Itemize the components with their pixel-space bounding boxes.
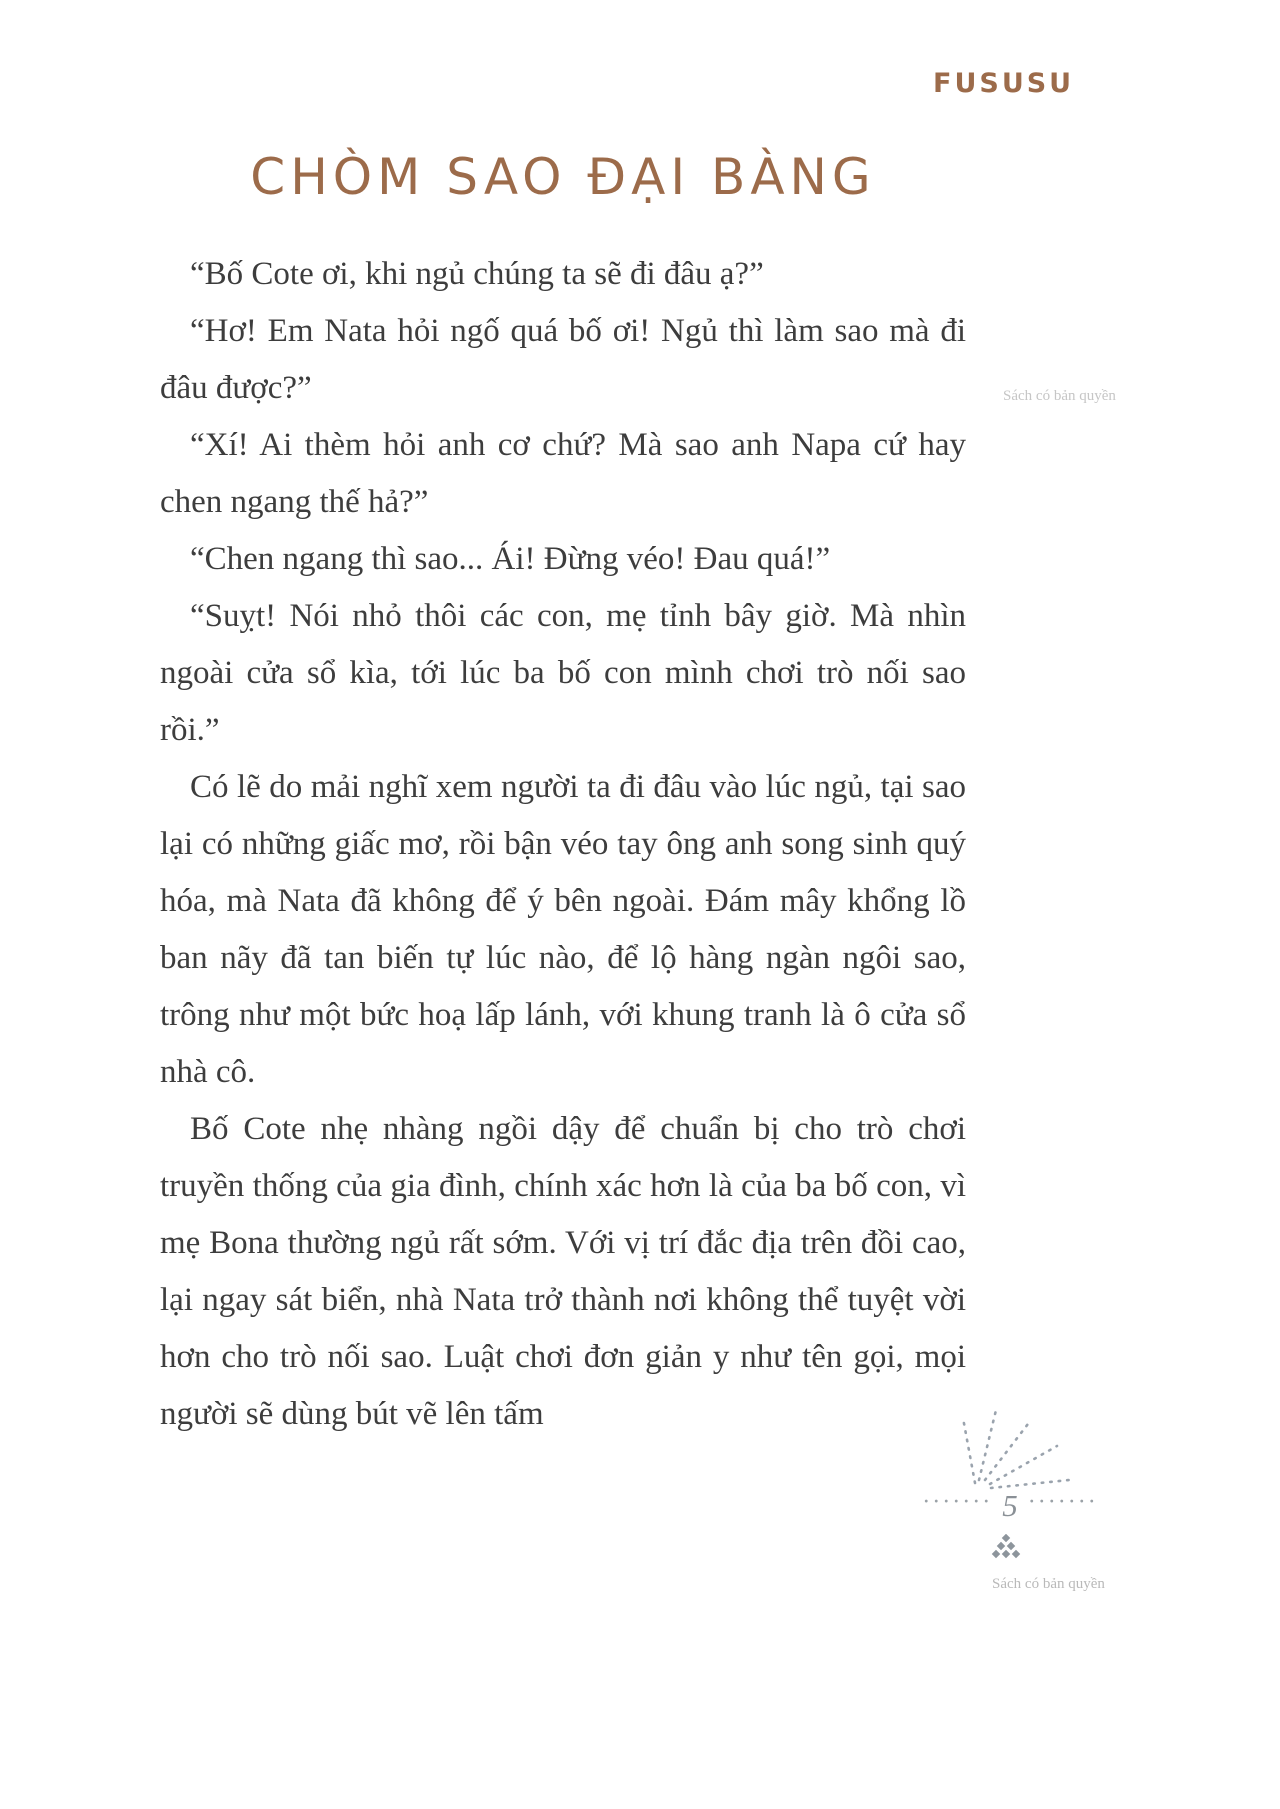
diamond-cluster-icon [988,1534,1024,1569]
copyright-watermark-side: Sách có bản quyền [1003,388,1116,404]
sparkle-burst-icon [945,1398,1075,1498]
dotted-rule-left: ······· [922,1489,993,1515]
paragraph: “Suỵt! Nói nhỏ thôi các con, mẹ tỉnh bây giờ. Mà nhìn ngoài cửa sổ kìa, tới lúc ba bố con mình chơi trò nối sao rồi.” [160,598,966,748]
body-text [160,246,966,1443]
page-number: 5 [1002,1488,1018,1523]
page-title: CHÒM SAO ĐẠI BÀNG [250,148,876,206]
brand-text: FUSUSU [933,68,1075,99]
paragraph: “Bố Cote ơi, khi ngủ chúng ta sẽ đi đâu ạ?” [190,256,764,292]
paragraph: “Hơ! Em Nata hỏi ngố quá bố ơi! Ngủ thì làm sao mà đi đâu được?” [160,313,966,406]
paragraph: “Chen ngang thì sao... Ái! Đừng véo! Đau quá!” [190,541,831,577]
paragraph: Có lẽ do mải nghĩ xem người ta đi đâu vào lúc ngủ, tại sao lại có những giấc mơ, rồi bận véo tay ông anh song sinh quý hóa, mà Nata đã không để ý bên ngoài. Đám mây khổng lồ ban nãy đã tan biến tự lúc nào, để lộ hàng ngàn ngôi sao, trông như một bức hoạ lấp lánh, với khung tranh là ô cửa sổ nhà cô. [160,769,966,1090]
paragraph: “Xí! Ai thèm hỏi anh cơ chứ? Mà sao anh Napa cứ hay chen ngang thế hả?” [160,427,966,520]
copyright-watermark-bottom: Sách có bản quyền [992,1576,1105,1592]
paragraph: Bố Cote nhẹ nhàng ngồi dậy để chuẩn bị cho trò chơi truyền thống của gia đình, chính xác hơn là của ba bố con, vì mẹ Bona thường ngủ rất sớm. Với vị trí đắc địa trên đồi cao, lại ngay sát biển, nhà Nata trở thành nơi không thể tuyệt vời hơn cho trò nối sao. Luật chơi đơn giản y như tên gọi, mọi người sẽ dùng bút vẽ lên tấm [160,1111,966,1432]
dotted-rule-right: ······· [1027,1489,1098,1515]
page-number-row [922,1488,1098,1524]
